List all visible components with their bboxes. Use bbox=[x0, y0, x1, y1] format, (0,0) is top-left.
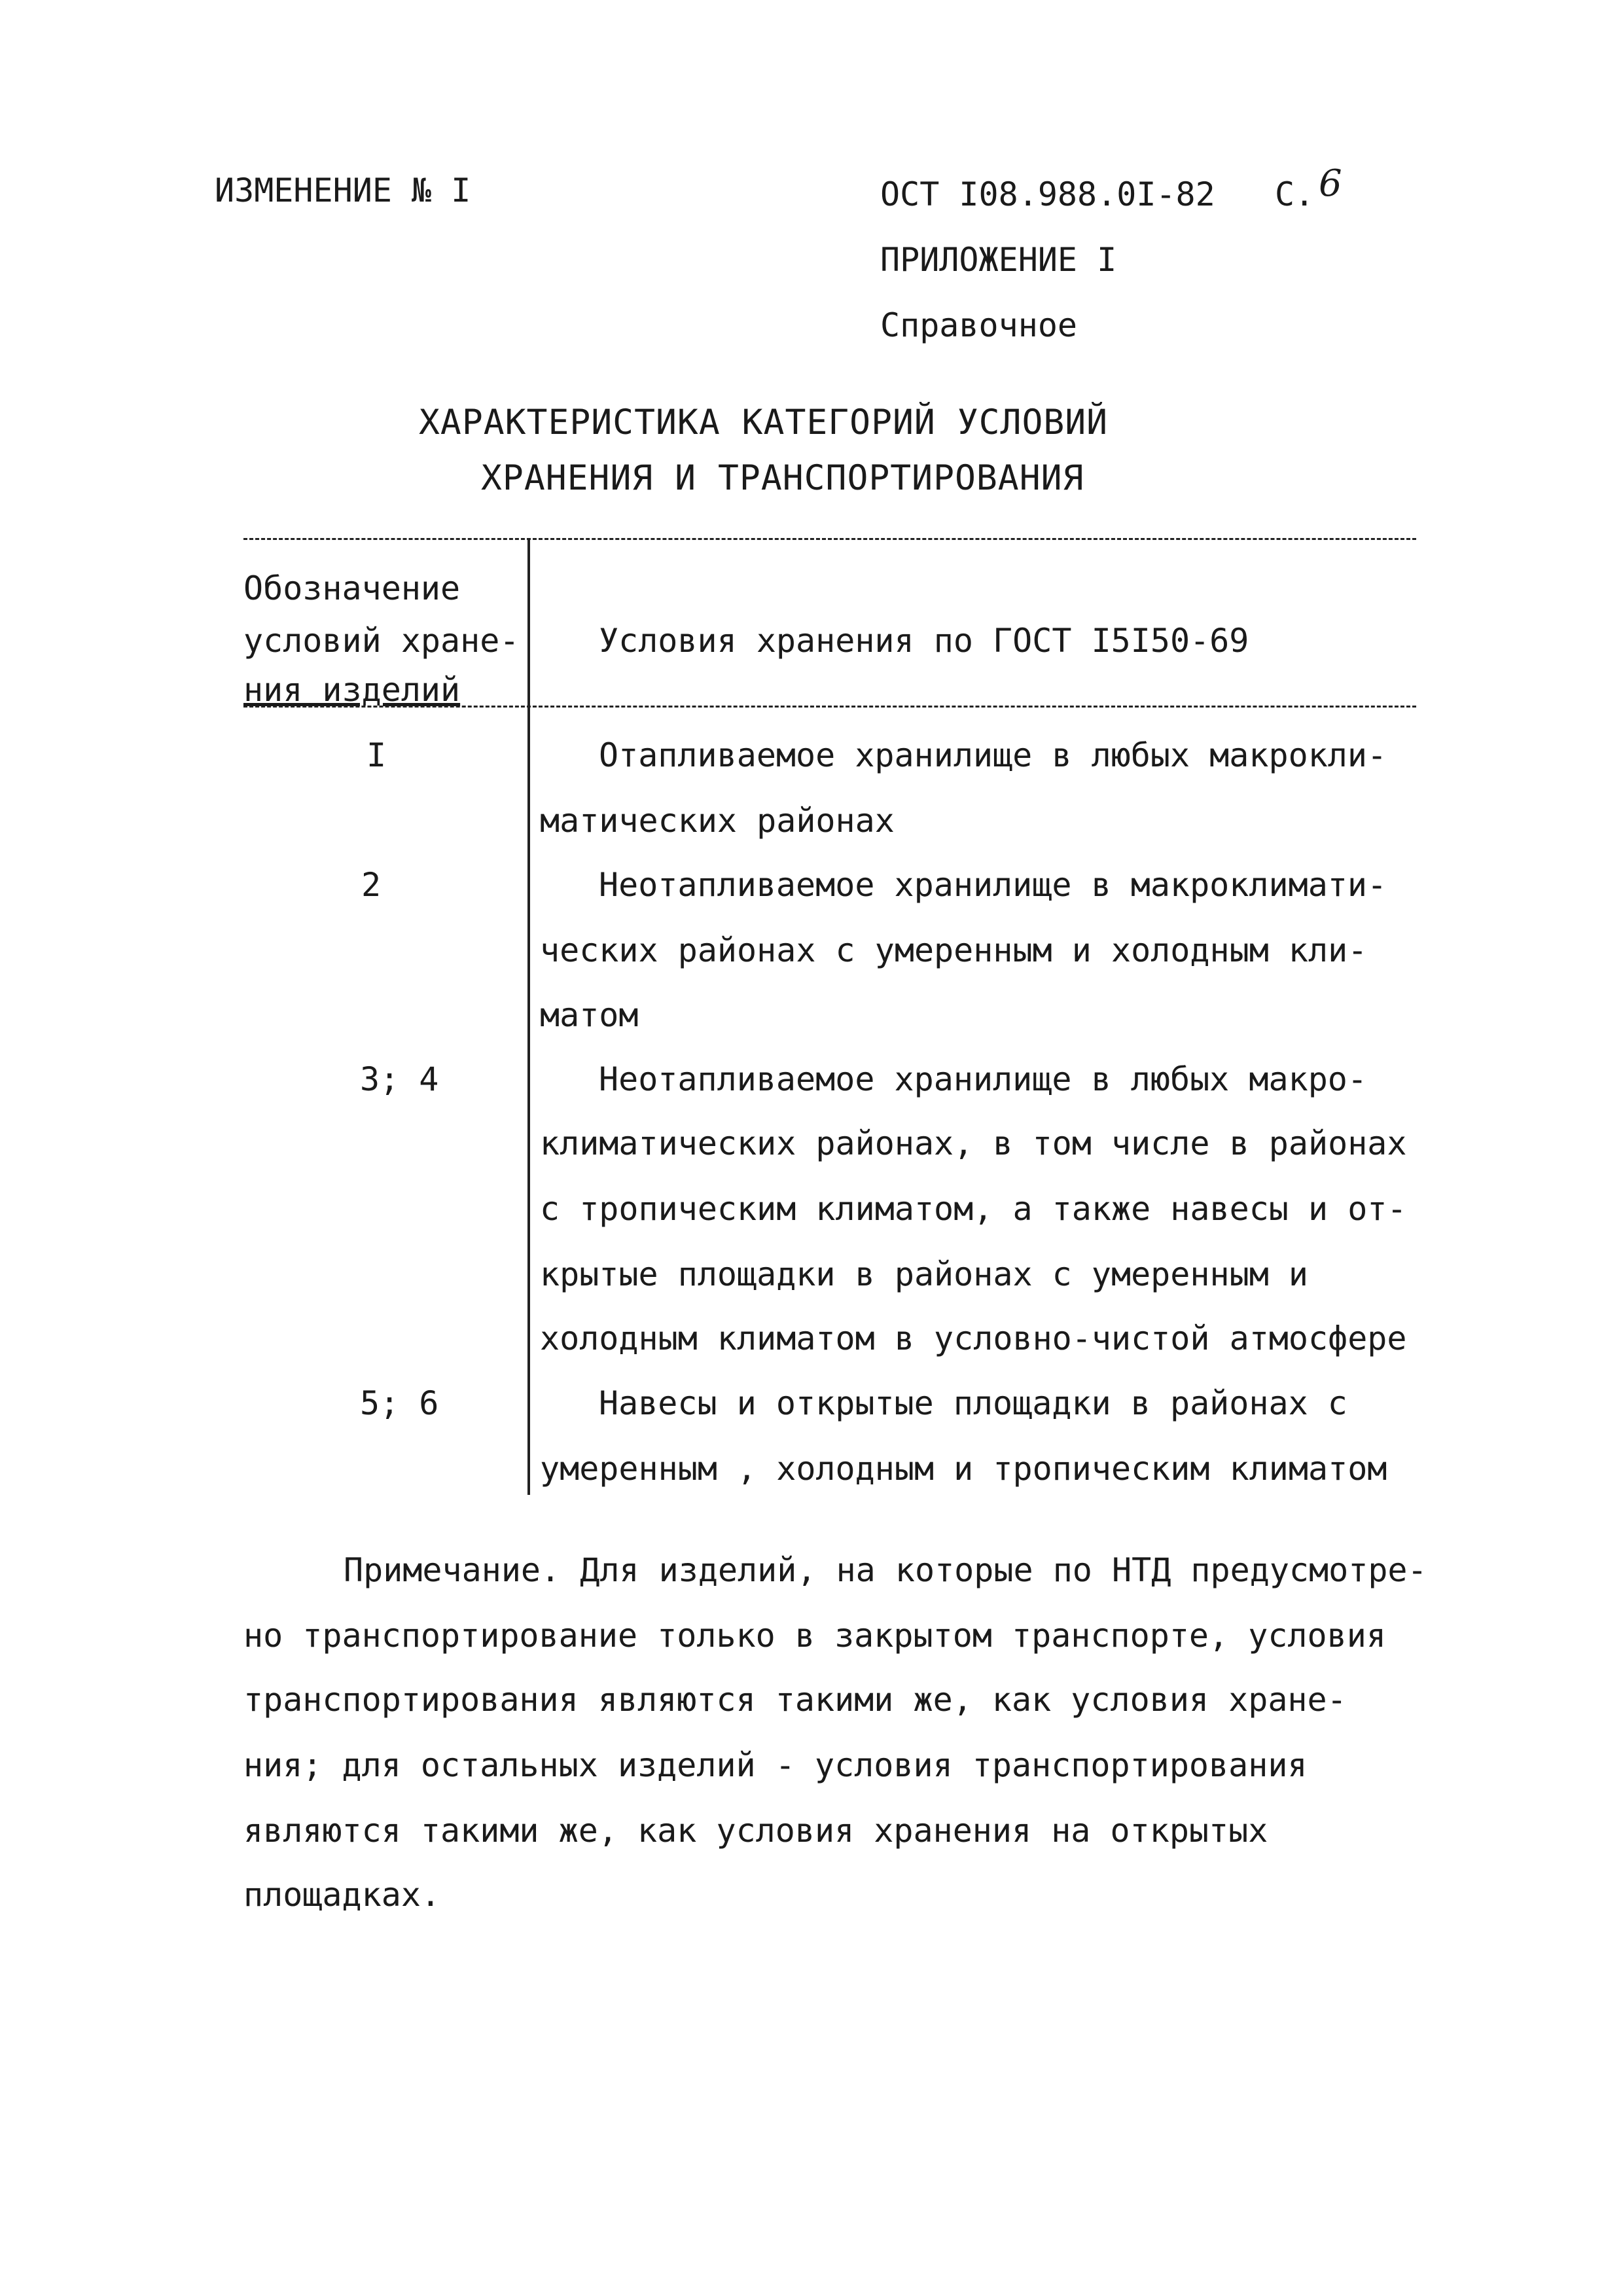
title-line-2: ХРАНЕНИЯ И ТРАНСПОРТИРОВАНИЯ bbox=[481, 458, 1084, 498]
note-line-4: ния; для остальных изделий - условия транспортирования bbox=[243, 1746, 1308, 1784]
row3-line-4: крытые площадки в районах с умеренным и bbox=[540, 1255, 1308, 1293]
col1-header-line-2: условий хране- bbox=[243, 622, 520, 660]
row1-line-2: матических районах bbox=[540, 802, 895, 840]
row1-line-1: Отапливаемое хранилище в любых макрокли- bbox=[599, 736, 1387, 774]
row2-line-1: Неотапливаемое хранилище в макроклимати- bbox=[599, 866, 1387, 904]
row3-designation: 3; 4 bbox=[360, 1060, 439, 1098]
row3-line-1: Неотапливаемое хранилище в любых макро- bbox=[599, 1060, 1367, 1098]
note-line-6: площадках. bbox=[243, 1876, 441, 1914]
row2-designation: 2 bbox=[361, 866, 382, 904]
row1-designation: I bbox=[366, 736, 387, 774]
appendix-label: ПРИЛОЖЕНИЕ I bbox=[880, 241, 1117, 279]
row4-line-2: умеренным , холодным и тропическим климатом bbox=[540, 1450, 1387, 1488]
note-line-5: являются такими же, как условия хранения на открытых bbox=[243, 1812, 1268, 1850]
col1-header-line-1: Обозначение bbox=[243, 569, 461, 607]
page-number-handwritten: 6 bbox=[1319, 162, 1342, 205]
table-column-divider bbox=[527, 538, 530, 1495]
row2-line-2: ческих районах с умеренным и холодным кли- bbox=[540, 931, 1368, 969]
row3-line-3: с тропическим климатом, а также навесы и от- bbox=[540, 1190, 1407, 1228]
change-label: ИЗМЕНЕНИЕ № I bbox=[215, 171, 471, 209]
table-top-rule bbox=[243, 538, 1416, 540]
note-line-3: транспортирования являются такими же, как условия хране- bbox=[243, 1681, 1347, 1719]
row3-line-5: холодным климатом в условно-чистой атмосфере bbox=[540, 1319, 1407, 1357]
note-line-2: но транспортирование только в закрытом транспорте, условия bbox=[243, 1617, 1386, 1655]
col1-header-line-3: ния изделий bbox=[243, 671, 461, 709]
row4-line-1: Навесы и открытые площадки в районах с bbox=[599, 1384, 1347, 1422]
title-line-1: ХАРАКТЕРИСТИКА КАТЕГОРИЙ УСЛОВИЙ bbox=[419, 403, 1109, 442]
note-line-1: Примечание. Для изделий, на которые по НТД предусмотре- bbox=[344, 1551, 1427, 1589]
appendix-type: Справочное bbox=[880, 306, 1078, 344]
row3-line-2: климатических районах, в том числе в районах bbox=[540, 1124, 1407, 1162]
standard-number: ОСТ I08.988.0I-82 bbox=[880, 175, 1215, 213]
page-prefix: С. bbox=[1275, 175, 1315, 213]
col2-header: Условия хранения по ГОСТ I5I50-69 bbox=[599, 622, 1249, 660]
row4-designation: 5; 6 bbox=[360, 1384, 439, 1422]
row2-line-3: матом bbox=[540, 996, 639, 1034]
